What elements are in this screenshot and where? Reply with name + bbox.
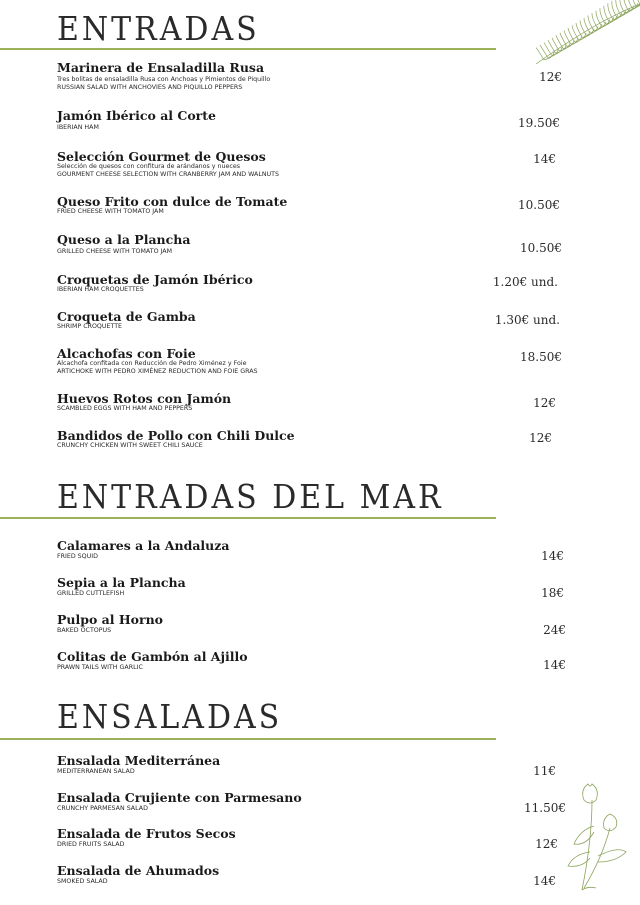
dish-description: BAKED OCTOPUS [57,627,112,634]
palm-leaf-icon [528,0,640,66]
dish-name: Colitas de Gambón al Ajillo [57,649,248,664]
dish-price: 12€ [539,70,562,84]
section-divider [0,738,496,740]
dish-price: 14€ [543,658,566,672]
section-title-entradas: ENTRADAS [57,10,260,49]
dish-price: 19.50€ [518,116,560,130]
dish-description: SMOKED SALAD [57,878,108,885]
dish-name: Croqueta de Gamba [57,309,196,324]
dish-description: PRAWN TAILS WITH GARLIC [57,664,143,671]
dish-name: Pulpo al Horno [57,612,164,627]
dish-description: Tres bolitas de ensaladilla Rusa con Anchoas y Pimientos de Piquillo RUSSIAN SALAD WITH ANCHOVIES AND PIQUILLO PEPPERS [57,76,271,92]
section-title-ensaladas: ENSALADAS [57,698,283,737]
dish-description: GRILLED CHEESE WITH TOMATO JAM [57,248,173,255]
dish-price: 11.50€ [524,801,566,815]
dish-name: Ensalada de Ahumados [57,863,220,878]
dish-name: Marinera de Ensaladilla Rusa [57,60,265,75]
dish-description: GRILLED CUTTLEFISH [57,590,125,597]
dish-name: Huevos Rotos con Jamón [57,391,232,406]
dish-price: 12€ [535,837,558,851]
section-divider [0,48,496,50]
dish-price: 1.20€ und. [492,275,558,289]
dish-description: SHRIMP CROQUETTE [57,323,123,330]
dish-price: 14€ [533,874,556,888]
dish-description: IBERIAN HAM [57,124,99,131]
dish-price: 14€ [541,549,564,563]
dish-name: Alcachofas con Foie [57,346,196,361]
dish-price: 24€ [543,623,566,637]
dish-price: 12€ [529,431,552,445]
dish-price: 14€ [533,152,556,166]
dish-description: Alcachofa confitada con Reducción de Pedro Ximénez y Foie ARTICHOKE WITH PEDRO XIMÉNEZ REDUCTION AND FOIE GRAS [57,360,258,376]
dish-name: Calamares a la Andaluza [57,538,230,553]
dish-description: Selección de quesos con confitura de arándanos y nueces GOURMENT CHEESE SELECTION WITH CRANBERRY JAM AND WALNUTS [57,163,279,179]
dish-description: FRIED CHEESE WITH TOMATO JAM [57,208,164,215]
dish-price: 10.50€ [520,241,562,255]
dish-price: 12€ [533,396,556,410]
dish-name: Queso a la Plancha [57,232,191,247]
dish-description: IBERIAN HAM CROQUETTES [57,286,144,293]
dish-price: 1.30€ und. [494,313,560,327]
dish-name: Ensalada Mediterránea [57,753,221,768]
dish-description: FRIED SQUID [57,553,98,560]
dish-description: CRUNCHY PARMESAN SALAD [57,805,148,812]
dish-name: Croquetas de Jamón Ibérico [57,272,253,287]
dish-name: Bandidos de Pollo con Chili Dulce [57,428,295,443]
dish-description: MEDITERRANEAN SALAD [57,768,135,775]
dish-name: Ensalada Crujiente con Parmesano [57,790,302,805]
dish-name: Ensalada de Frutos Secos [57,826,236,841]
dish-price: 10.50€ [518,198,560,212]
dish-name: Jamón Ibérico al Corte [57,108,216,123]
dish-description: DRIED FRUITS SALAD [57,841,125,848]
dish-description: SCAMBLED EGGS WITH HAM AND PEPPERS [57,405,193,412]
dish-name: Sepia a la Plancha [57,575,186,590]
dish-price: 11€ [533,764,556,778]
dish-name: Selección Gourmet de Quesos [57,149,266,164]
section-divider [0,517,496,519]
dish-name: Queso Frito con dulce de Tomate [57,194,288,209]
dish-description: CRUNCHY CHICKEN WITH SWEET CHILI SAUCE [57,442,203,449]
dish-price: 18.50€ [520,350,562,364]
tulip-illustration-icon [560,766,632,896]
dish-price: 18€ [541,586,564,600]
section-title-entradas-del-mar: ENTRADAS DEL MAR [57,478,444,517]
